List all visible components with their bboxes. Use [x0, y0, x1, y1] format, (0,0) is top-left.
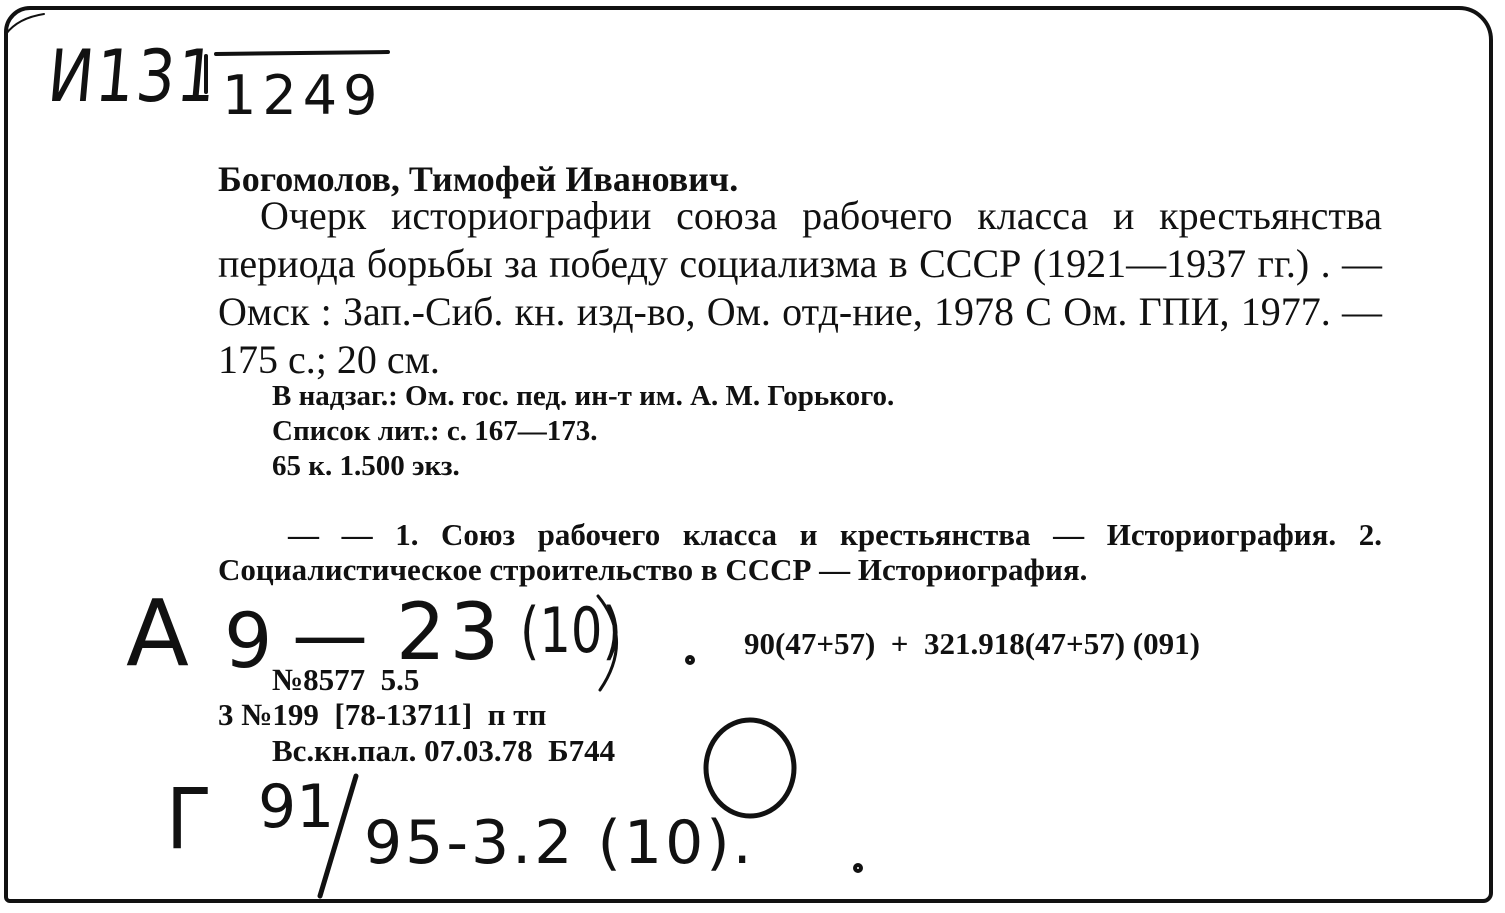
subject-headings: — — 1. Союз рабочего класса и крестьянства — Историография. 2. Социалистическое строительство в СССР — Историография.: [218, 517, 1382, 587]
handwritten-code-denominator: 95-3.2 (10).: [364, 808, 755, 878]
record-line: 3 №199 [78-13711] п тп: [218, 697, 547, 732]
handwritten-class-dash: —: [292, 590, 368, 679]
note-line: Список лит.: с. 167—173.: [272, 415, 598, 447]
call-number-right: 1249: [222, 64, 384, 127]
bibliographic-description: Очерк историографии союза рабочего класса и крестьянства периода борьбы за победу социализма в СССР (1921—1937 гг.) . — Омск : Зап.-Сиб. кн. изд-во, Ом. отд-ние, 1978 С Ом. ГПИ, 1977. — 175 с.; 20 см.: [218, 193, 1382, 382]
handwritten-class-letter: А: [126, 580, 189, 687]
order-number: №8577 5.5: [272, 662, 420, 697]
handwritten-class-bracket: (10): [520, 594, 622, 667]
handwritten-class-digit: 9: [224, 596, 273, 685]
note-line: 65 к. 1.500 экз.: [272, 450, 460, 482]
classification-index: 90(47+57) + 321.918(47+57) (091): [744, 626, 1200, 661]
handwritten-code-prefix: Г: [166, 770, 213, 868]
note-line: В надзаг.: Ом. гос. пед. ин-т им. А. М. Горького.: [272, 380, 895, 412]
call-number-left: И131: [44, 34, 222, 118]
record-line: Вс.кн.пал. 07.03.78 Б744: [272, 733, 616, 768]
handwritten-class-number: 23: [396, 588, 504, 678]
catalog-card: [4, 6, 1493, 903]
handwritten-code-numerator: 91: [258, 772, 335, 842]
author-heading: Богомолов, Тимофей Иванович.: [218, 159, 739, 199]
